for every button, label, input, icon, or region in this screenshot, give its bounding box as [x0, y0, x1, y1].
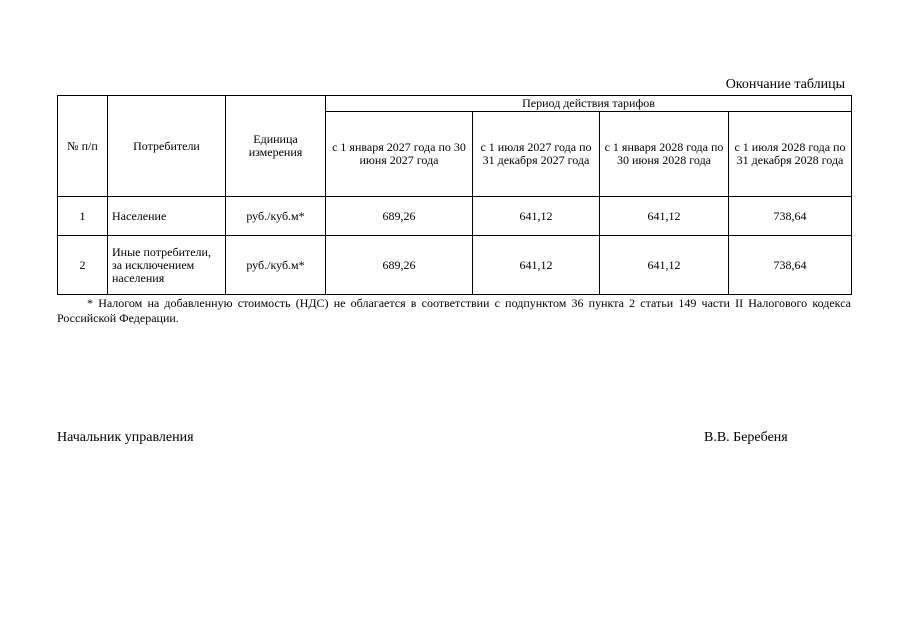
- table-row: [58, 236, 852, 295]
- row-value-period-3: 641,12: [600, 236, 729, 295]
- row-consumer: Население: [108, 197, 226, 236]
- header-consumers: Потребители: [108, 96, 226, 197]
- row-value-period-2: 641,12: [473, 197, 600, 236]
- row-value-period-4: 738,64: [729, 197, 852, 236]
- row-unit: руб./куб.м*: [226, 197, 326, 236]
- row-number: 1: [58, 197, 108, 236]
- signatory-name: В.В. Беребеня: [704, 430, 788, 445]
- row-value-period-2: 641,12: [473, 236, 600, 295]
- table-continuation-caption: Окончание таблицы: [725, 77, 845, 92]
- header-period-3: с 1 января 2028 года по 30 июня 2028 года: [600, 112, 729, 197]
- table-row: [58, 197, 852, 236]
- header-period-2: с 1 июля 2027 года по 31 декабря 2027 года: [473, 112, 600, 197]
- vat-footnote: * Налогом на добавленную стоимость (НДС) не облагается в соответствии с подпунктом 36 пункта 2 статьи 149 части II Налогового кодекса Российской Федерации.: [57, 296, 852, 325]
- signatory-title: Начальник управления: [57, 430, 194, 445]
- row-value-period-3: 641,12: [600, 197, 729, 236]
- header-unit: Единица измерения: [226, 96, 326, 197]
- header-number: № п/п: [58, 96, 108, 197]
- row-value-period-1: 689,26: [326, 236, 473, 295]
- row-value-period-4: 738,64: [729, 236, 852, 295]
- tariff-table: [57, 95, 852, 295]
- header-period-1: с 1 января 2027 года по 30 июня 2027 года: [326, 112, 473, 197]
- header-period-group: Период действия тарифов: [326, 96, 852, 112]
- row-unit: руб./куб.м*: [226, 236, 326, 295]
- row-number: 2: [58, 236, 108, 295]
- header-period-4: с 1 июля 2028 года по 31 декабря 2028 года: [729, 112, 852, 197]
- row-consumer: Иные потребители, за исключением населения: [108, 236, 226, 295]
- row-value-period-1: 689,26: [326, 197, 473, 236]
